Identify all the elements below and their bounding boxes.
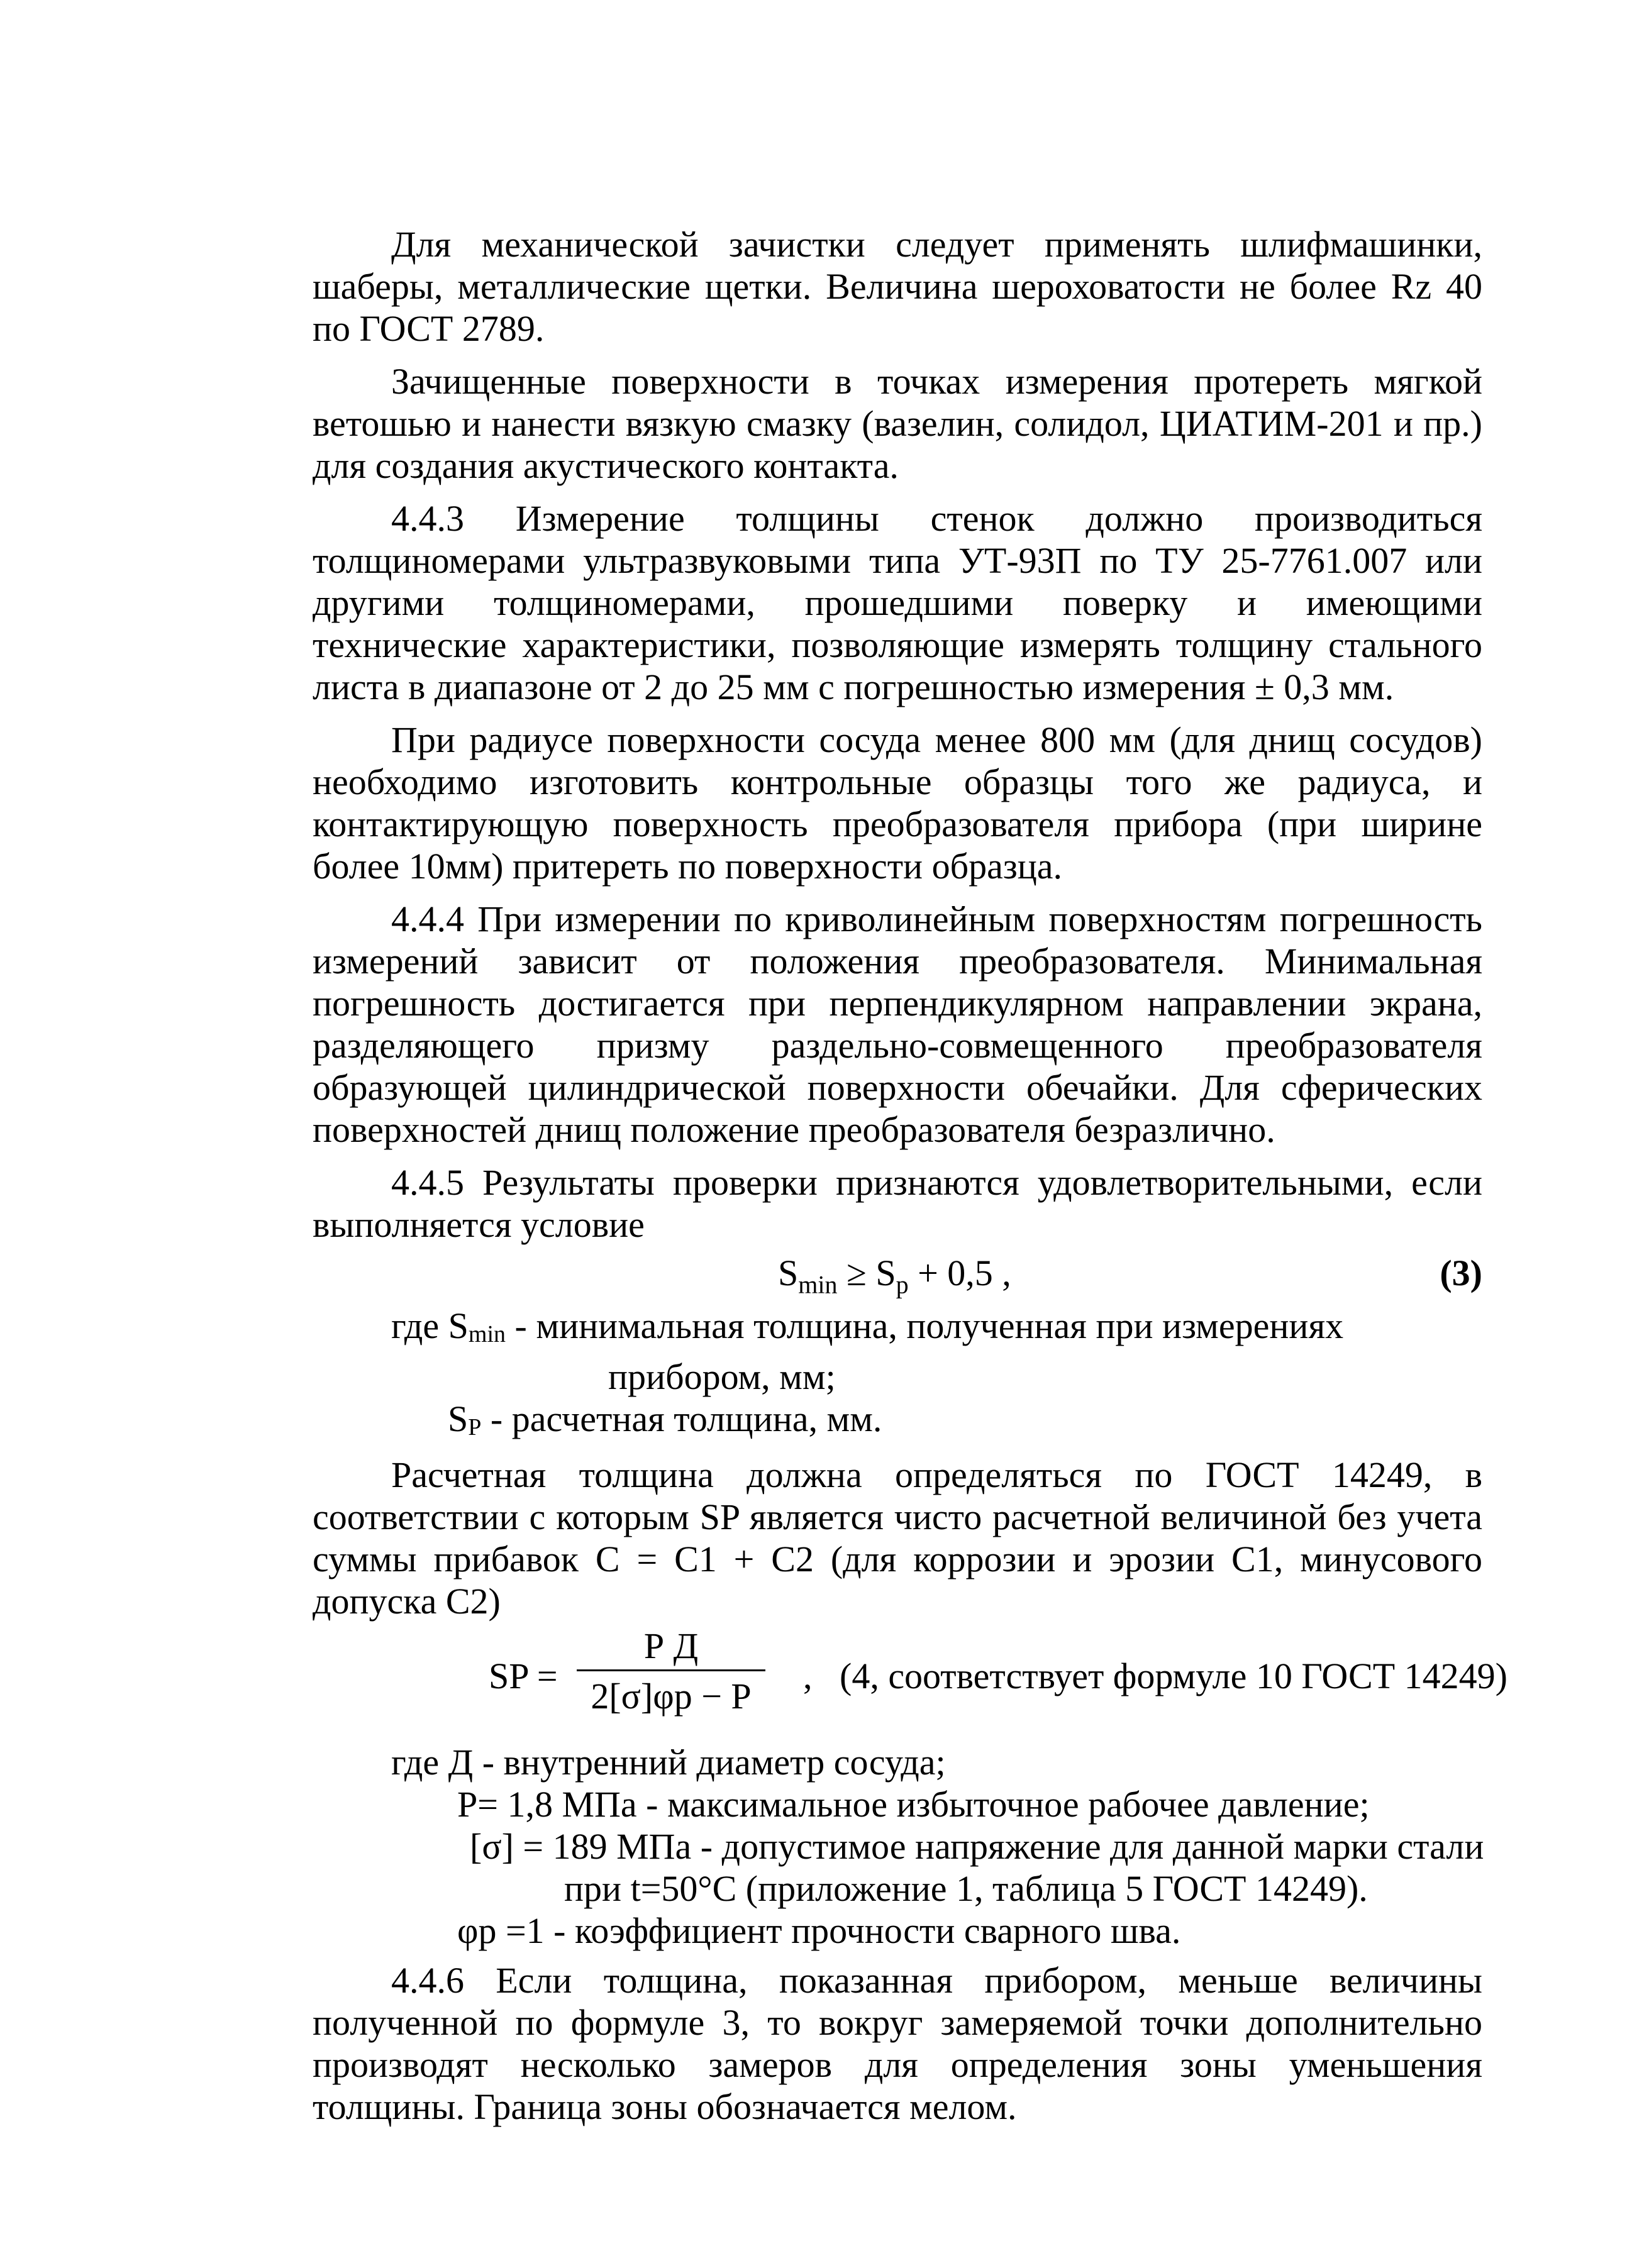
formula-3-number: (3) [1440,1253,1482,1293]
paragraph-4-4-6: 4.4.6 Если толщина, показанная прибором, меньше величины полученной по формуле 3, то вокруг замеряемой точки дополнительно производят несколько замеров для определения зоны уменьшения толщины. Граница зоны обозначается мелом. [313,1960,1482,2127]
formula-3-expression: $S_{min} \ge S_p + 0,5$ , [778,1253,1011,1299]
paragraph-gost-14249: Расчетная толщина должна определяться по ГОСТ 14249, в соответствии с которым SP является чисто расчетной величиной без учета суммы прибавок С = С1 + С2 (для коррозии и эрозии С1, минусового допуска С2) [313,1454,1482,1622]
paragraph-4-4-4: 4.4.4 При измерении по криволинейным поверхностям погрешность измерений зависит от положения преобразователя. Минимальная погрешность достигается при перпендикулярном направлении экрана, разделяющего призму раздельно-совмещенного преобразователя образующей цилиндрической поверхности обечайки. Для сферических поверхностей днищ положение преобразователя безразлично. [313,899,1482,1150]
paragraph-contact-grease: Зачищенные поверхности в точках измерения протереть мягкой ветошью и нанести вязкую смазку (вазелин, солидол, ЦИАТИМ-201 и пр.) для создания акустического контакта. [313,361,1482,486]
formula-4-note: , (4, соответствует формуле 10 ГОСТ 14249) [803,1656,1507,1696]
paragraph-cleaning-tools: Для механической зачистки следует применять шлифмашинки, шаберы, металлические щетки. Величина шероховатости не более Rz 40 по ГОСТ 2789. [313,224,1482,349]
paragraph-4-4-5: 4.4.5 Результаты проверки признаются удовлетворительными, если выполняется условие [313,1162,1482,1245]
legend-diameter: где Д - внутренний диаметр сосуда; [391,1742,946,1783]
formula-3 [313,1249,1482,1300]
paragraph-4-4-3: 4.4.3 Измерение толщины стенок должно производиться толщиномерами ультразвуковыми типа УТ-93П по ТУ 25-7761.007 или другими толщиномерами, прошедшими поверку и имеющими технические характеристики, позволяющие измерять толщину стального листа в диапазоне от 2 до 25 мм с погрешностью измерения ± 0,3 мм. [313,498,1482,707]
legend-smin: где Smin - минимальная толщина, полученная при измерениях [391,1305,1344,1347]
formula-3-legend [313,1305,1482,1449]
legend-weld-coefficient: φp =1 - коэффициент прочности сварного шва. [457,1910,1181,1951]
formula-4-numerator: Р Д [577,1625,765,1671]
formula-4-lhs: SP = [489,1656,558,1696]
legend-sp: SP - расчетная толщина, мм. [448,1398,882,1441]
legend-stress-cont: при t=50°С (приложение 1, таблица 5 ГОСТ 14249). [564,1868,1368,1909]
legend-stress: [σ] = 189 МПа - допустимое напряжение для данной марки стали [470,1826,1484,1867]
formula-4-denominator: 2[σ]φp − Р [591,1676,752,1717]
document-body [313,223,1507,2138]
formula-4-legend [313,1741,1482,1952]
legend-pressure: Р= 1,8 МПа - максимальное избыточное рабочее давление; [457,1784,1370,1825]
formula-4-fraction [577,1625,765,1717]
legend-smin-cont: прибором, мм; [608,1356,836,1397]
formula-4 [313,1625,1507,1735]
paragraph-radius-samples: При радиусе поверхности сосуда менее 800 мм (для днищ сосудов) необходимо изготовить контрольные образцы того же радиуса, и контактирующую поверхность преобразователя прибора (при ширине более 10мм) притереть по поверхности образца. [313,719,1482,887]
